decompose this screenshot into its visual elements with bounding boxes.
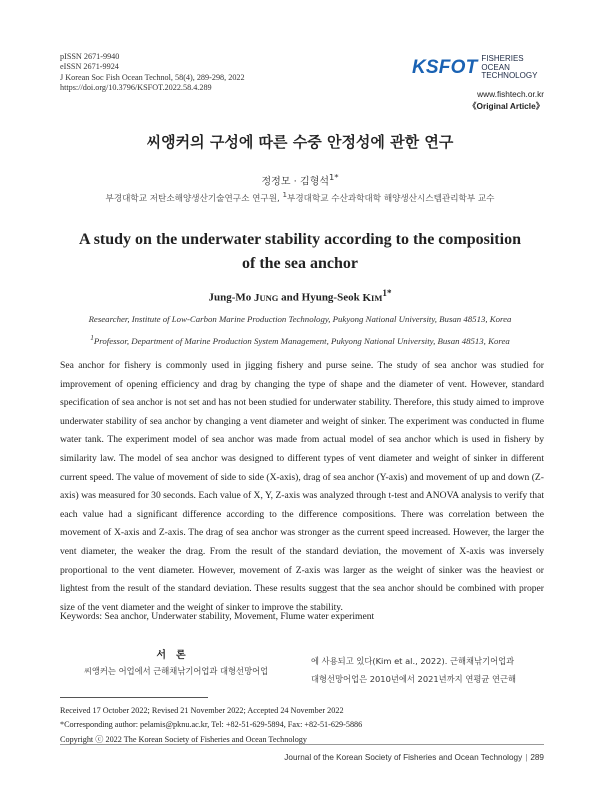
korean-affiliation-mark: 1 xyxy=(282,190,288,199)
korean-affiliation-1: 부경대학교 저탄소해양생산기술연구소 연구원, xyxy=(105,193,280,204)
english-title-line1: A study on the underwater stability according to the composition xyxy=(79,231,521,248)
eissn: eISSN 2671-9924 xyxy=(60,62,119,72)
author1-given: Jung-Mo xyxy=(208,291,252,304)
submission-dates: Received 17 October 2022; Revised 21 November 2022; Accepted 24 November 2022 xyxy=(60,706,344,715)
author2-given: Hyung-Seok xyxy=(301,291,360,304)
english-title-line2: of the sea anchor xyxy=(242,255,358,272)
intro-left-text: 씨앵커는 어업에서 근해채낚기어업과 대형선망어업 xyxy=(83,666,269,676)
korean-author-mark: 1* xyxy=(329,172,339,182)
pissn: pISSN 2671-9940 xyxy=(60,52,120,61)
korean-authors xyxy=(0,172,600,187)
footer-journal-name: Journal of the Korean Society of Fisheries and Ocean Technology xyxy=(284,753,523,762)
page-number: 289 xyxy=(530,753,544,762)
ksfot-logo-text: KSFOT xyxy=(412,56,478,78)
journal-website-link[interactable]: www.fishtech.or.kr xyxy=(477,88,544,99)
intro-heading: 서론 xyxy=(156,650,196,661)
logo-name-line1: FISHERIES OCEAN xyxy=(481,54,524,72)
corresponding-author: *Corresponding author: pelamis@pknu.ac.kr, Tel: +82-51-629-5894, Fax: +82-51-629-5886 xyxy=(60,720,363,730)
journal-logo-block xyxy=(412,55,544,112)
korean-author-names: 정정모 · 김형석 xyxy=(261,176,330,188)
citation: J Korean Soc Fish Ocean Technol, 58(4), 289-298, 2022 xyxy=(60,72,245,82)
english-affiliation-1: Researcher, Institute of Low-Carbon Marine Production Technology, Pukyong National University, Busan 48513, Korea xyxy=(88,314,512,324)
korean-affiliation-2: 부경대학교 수산과학대학 해양생산시스템관리학부 교수 xyxy=(287,193,495,204)
author-conjunction: and xyxy=(281,291,299,304)
author1-family: JUNG xyxy=(254,291,279,304)
intro-right-column xyxy=(311,652,544,688)
abstract: Sea anchor for fishery is commonly used in jigging fishery and purse seine. The study of sea anchor was studied for improvement of opening efficiency and drag by changing the type of shape and the diameter of vent. However, standard specification of sea anchor is not set and has not been studied for underwater stability. Therefore, this study aimed to improve underwater stability of sea anchor by changing a vent diameter and weight of sinker. The experiment was conducted in flume water tank. The experiment model of sea anchor was made from actual model of sea anchor which is used in fishery by similarity law. The model of sea anchor was designed to different types of vent diameter and weight of sinker in different current speed. The value of movement of side to side (X-axis), drag of sea anchor (Y-axis) and movement of up and down (Z-axis) was measured for 30 seconds. Each value of X, Y, Z-axis was analyzed through t-test and ANOVA analysis to verify that each value had a significant difference according to the difference compositions. There was correlation between the movement of X-axis and Z-axis. The drag of sea anchor was stronger as the current speed increased. However, the larger the vent diameter, the weaker the drag. From the result of the standard deviation, the movement of X-axis was inversely proportional to the vent diameter. However, movement of Z-axis was larger as the weight of sinker was the heaviest or lightest from the result of the standard deviation. These results suggest that the sea anchor should be combined with proper size of the vent diameter and the weight of sinker to improve the stability. xyxy=(60,360,544,613)
logo-name-line2: TECHNOLOGY xyxy=(481,71,538,80)
journal-header-info xyxy=(60,52,245,94)
logo-journal-name xyxy=(481,55,544,81)
english-affiliation-2: Professor, Department of Marine Production System Management, Pukyong National University, Busan 48513, Korea xyxy=(93,335,510,346)
doi-link[interactable]: https://doi.org/10.3796/KSFOT.2022.58.4.289 xyxy=(60,83,212,93)
copyright-notice: Copyright ⓒ 2022 The Korean Society of Fisheries and Ocean Technology xyxy=(60,734,307,744)
english-title xyxy=(40,228,560,276)
page-footer-divider xyxy=(60,744,544,745)
korean-affiliations xyxy=(0,190,600,204)
korean-title: 씨앵커의 구성에 따른 수중 안정성에 관한 연구 xyxy=(146,133,454,151)
intro-right-line1: 에 사용되고 있다(Kim et al., 2022). 근해채낚기어업과 xyxy=(311,656,515,666)
keywords: Keywords: Sea anchor, Underwater stability, Movement, Flume water experiment xyxy=(60,611,375,622)
author2-mark: 1* xyxy=(382,288,392,298)
english-authors xyxy=(0,288,600,304)
journal-logo xyxy=(412,55,544,81)
intro-right-line2: 대형선망어업은 2010년에서 2021년까지 연평균 연근해 xyxy=(311,674,517,684)
english-affiliations xyxy=(0,311,600,350)
author2-family: KIM xyxy=(362,291,383,304)
footnote-divider xyxy=(60,697,208,698)
english-affiliation-2-row xyxy=(0,329,600,350)
footer-separator: | xyxy=(525,753,528,762)
intro-left-column xyxy=(60,646,292,677)
english-affiliation-mark: 1 xyxy=(90,332,94,342)
footnotes xyxy=(60,704,362,747)
article-type: 《Original Article》 xyxy=(468,100,544,111)
page-footer xyxy=(284,753,544,762)
